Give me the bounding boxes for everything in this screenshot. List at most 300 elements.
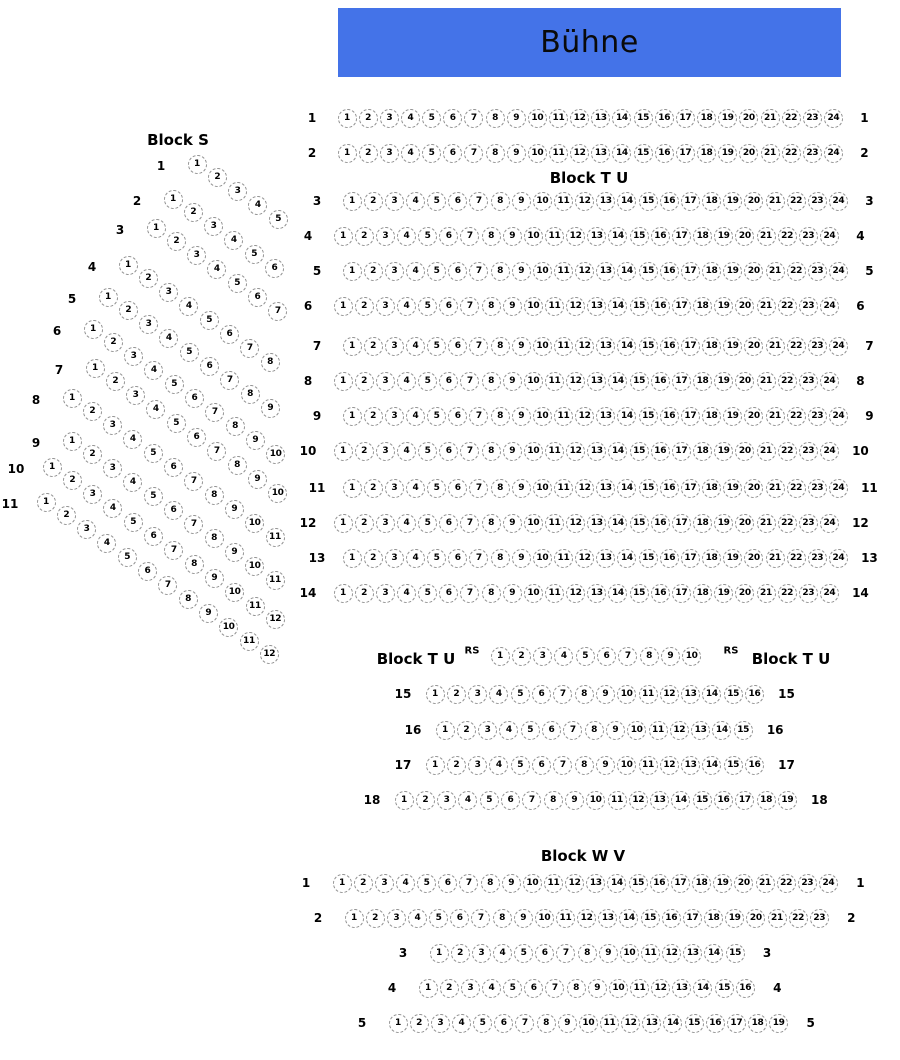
- seat[interactable]: 21: [756, 874, 775, 893]
- seat[interactable]: 19: [769, 1014, 788, 1033]
- seat[interactable]: 10: [268, 484, 287, 503]
- seat[interactable]: 23: [798, 874, 817, 893]
- seat[interactable]: 7: [158, 576, 177, 595]
- seat[interactable]: 9: [199, 604, 218, 623]
- seat[interactable]: 10: [225, 583, 244, 602]
- seat[interactable]: 1: [84, 320, 103, 339]
- seat[interactable]: 3: [376, 227, 395, 246]
- seat[interactable]: 17: [681, 407, 700, 426]
- seat[interactable]: 19: [714, 372, 733, 391]
- seat[interactable]: 7: [460, 297, 479, 316]
- seat[interactable]: 23: [810, 909, 829, 928]
- seat[interactable]: 9: [565, 791, 584, 810]
- seat[interactable]: 6: [448, 479, 467, 498]
- seat[interactable]: 1: [164, 190, 183, 209]
- seat[interactable]: 12: [566, 442, 585, 461]
- seat[interactable]: 9: [248, 470, 267, 489]
- seat[interactable]: 13: [596, 262, 615, 281]
- seat[interactable]: 2: [57, 506, 76, 525]
- seat[interactable]: 5: [418, 514, 437, 533]
- seat[interactable]: 19: [714, 514, 733, 533]
- seat[interactable]: 24: [824, 144, 843, 163]
- seat[interactable]: 10: [617, 685, 636, 704]
- seat[interactable]: 18: [702, 407, 721, 426]
- seat[interactable]: 15: [629, 874, 648, 893]
- seat[interactable]: 24: [819, 874, 838, 893]
- seat[interactable]: 14: [608, 227, 627, 246]
- seat[interactable]: 9: [599, 944, 618, 963]
- seat[interactable]: 10: [524, 297, 543, 316]
- seat[interactable]: 6: [200, 357, 219, 376]
- seat[interactable]: 10: [533, 192, 552, 211]
- seat[interactable]: 9: [503, 514, 522, 533]
- seat[interactable]: 6: [542, 721, 561, 740]
- seat[interactable]: 1: [188, 155, 207, 174]
- seat[interactable]: 22: [782, 144, 801, 163]
- seat[interactable]: 12: [575, 337, 594, 356]
- seat[interactable]: 3: [387, 909, 406, 928]
- seat[interactable]: 9: [205, 569, 224, 588]
- seat[interactable]: 14: [617, 479, 636, 498]
- seat[interactable]: 4: [97, 534, 116, 553]
- seat[interactable]: 5: [167, 414, 186, 433]
- seat[interactable]: 9: [512, 337, 531, 356]
- seat[interactable]: 16: [650, 874, 669, 893]
- seat[interactable]: 9: [225, 543, 244, 562]
- seat[interactable]: 8: [575, 756, 594, 775]
- seat[interactable]: 14: [702, 685, 721, 704]
- seat[interactable]: 2: [355, 227, 374, 246]
- seat[interactable]: 8: [261, 353, 280, 372]
- seat[interactable]: 21: [766, 337, 785, 356]
- seat[interactable]: 14: [619, 909, 638, 928]
- seat[interactable]: 2: [184, 203, 203, 222]
- seat[interactable]: 20: [735, 584, 754, 603]
- seat[interactable]: 20: [735, 442, 754, 461]
- seat[interactable]: 10: [586, 791, 605, 810]
- seat[interactable]: 3: [468, 685, 487, 704]
- seat[interactable]: 12: [662, 944, 681, 963]
- seat[interactable]: 10: [524, 227, 543, 246]
- seat[interactable]: 5: [427, 337, 446, 356]
- seat[interactable]: 3: [376, 514, 395, 533]
- seat[interactable]: 5: [422, 109, 441, 128]
- seat[interactable]: 4: [482, 979, 501, 998]
- seat[interactable]: 1: [147, 219, 166, 238]
- seat[interactable]: 8: [482, 514, 501, 533]
- seat[interactable]: 17: [672, 514, 691, 533]
- seat[interactable]: 13: [596, 192, 615, 211]
- seat[interactable]: 8: [226, 417, 245, 436]
- seat[interactable]: 19: [778, 791, 797, 810]
- seat[interactable]: 11: [549, 144, 568, 163]
- seat[interactable]: 8: [205, 529, 224, 548]
- seat[interactable]: 22: [787, 479, 806, 498]
- seat[interactable]: 15: [639, 262, 658, 281]
- seat[interactable]: 13: [683, 944, 702, 963]
- seat[interactable]: 22: [778, 584, 797, 603]
- seat[interactable]: 5: [418, 584, 437, 603]
- seat[interactable]: 8: [491, 549, 510, 568]
- seat[interactable]: 15: [724, 685, 743, 704]
- seat[interactable]: 9: [507, 144, 526, 163]
- seat[interactable]: 8: [486, 144, 505, 163]
- seat[interactable]: 15: [639, 192, 658, 211]
- seat[interactable]: 7: [460, 227, 479, 246]
- seat[interactable]: 1: [63, 432, 82, 451]
- seat[interactable]: 9: [512, 262, 531, 281]
- seat[interactable]: 7: [469, 192, 488, 211]
- seat[interactable]: 3: [385, 407, 404, 426]
- seat[interactable]: 1: [86, 359, 105, 378]
- seat[interactable]: 12: [566, 297, 585, 316]
- seat[interactable]: 23: [808, 549, 827, 568]
- seat[interactable]: 8: [567, 979, 586, 998]
- seat[interactable]: 22: [787, 262, 806, 281]
- seat[interactable]: 2: [355, 372, 374, 391]
- seat[interactable]: 18: [693, 514, 712, 533]
- seat[interactable]: 13: [650, 791, 669, 810]
- seat[interactable]: 13: [642, 1014, 661, 1033]
- seat[interactable]: 24: [820, 372, 839, 391]
- seat[interactable]: 4: [499, 721, 518, 740]
- seat[interactable]: 21: [766, 549, 785, 568]
- seat[interactable]: 6: [443, 109, 462, 128]
- seat[interactable]: 3: [139, 315, 158, 334]
- seat[interactable]: 3: [228, 182, 247, 201]
- seat[interactable]: 12: [575, 407, 594, 426]
- seat[interactable]: 7: [459, 874, 478, 893]
- seat[interactable]: 2: [416, 791, 435, 810]
- seat[interactable]: 5: [418, 297, 437, 316]
- seat[interactable]: 5: [144, 487, 163, 506]
- seat[interactable]: 8: [491, 479, 510, 498]
- seat[interactable]: 12: [575, 549, 594, 568]
- seat[interactable]: 6: [450, 909, 469, 928]
- seat[interactable]: 19: [714, 442, 733, 461]
- seat[interactable]: 20: [739, 144, 758, 163]
- seat[interactable]: 6: [494, 1014, 513, 1033]
- seat[interactable]: 7: [553, 685, 572, 704]
- seat[interactable]: 21: [757, 514, 776, 533]
- seat[interactable]: 16: [662, 909, 681, 928]
- seat[interactable]: 16: [660, 192, 679, 211]
- seat[interactable]: 17: [672, 584, 691, 603]
- seat[interactable]: 17: [672, 227, 691, 246]
- seat[interactable]: 1: [430, 944, 449, 963]
- seat[interactable]: 2: [364, 479, 383, 498]
- seat[interactable]: 20: [735, 372, 754, 391]
- seat[interactable]: 3: [461, 979, 480, 998]
- seat[interactable]: 11: [549, 109, 568, 128]
- seat[interactable]: 4: [397, 584, 416, 603]
- seat[interactable]: 18: [702, 192, 721, 211]
- seat[interactable]: 13: [681, 756, 700, 775]
- seat[interactable]: 2: [440, 979, 459, 998]
- seat[interactable]: 1: [343, 549, 362, 568]
- seat[interactable]: 3: [385, 479, 404, 498]
- seat[interactable]: 2: [104, 333, 123, 352]
- seat[interactable]: 20: [746, 909, 765, 928]
- seat[interactable]: 6: [448, 407, 467, 426]
- seat[interactable]: 7: [563, 721, 582, 740]
- seat[interactable]: 7: [164, 541, 183, 560]
- seat[interactable]: 8: [493, 909, 512, 928]
- seat[interactable]: 8: [228, 456, 247, 475]
- seat[interactable]: 6: [532, 756, 551, 775]
- seat[interactable]: 5: [118, 548, 137, 567]
- seat[interactable]: 13: [591, 109, 610, 128]
- seat[interactable]: 24: [820, 514, 839, 533]
- seat[interactable]: 2: [364, 407, 383, 426]
- seat[interactable]: 24: [820, 584, 839, 603]
- seat[interactable]: 7: [240, 339, 259, 358]
- seat[interactable]: 19: [723, 407, 742, 426]
- seat[interactable]: 18: [702, 262, 721, 281]
- seat[interactable]: 16: [651, 514, 670, 533]
- seat[interactable]: 8: [578, 944, 597, 963]
- seat[interactable]: 16: [651, 442, 670, 461]
- seat[interactable]: 14: [702, 756, 721, 775]
- seat[interactable]: 15: [693, 791, 712, 810]
- seat[interactable]: 6: [597, 647, 616, 666]
- seat[interactable]: 9: [507, 109, 526, 128]
- seat[interactable]: 2: [359, 144, 378, 163]
- seat[interactable]: 12: [575, 192, 594, 211]
- seat[interactable]: 16: [651, 584, 670, 603]
- seat[interactable]: 10: [245, 514, 264, 533]
- seat[interactable]: 5: [422, 144, 441, 163]
- seat[interactable]: 12: [575, 479, 594, 498]
- seat[interactable]: 21: [766, 262, 785, 281]
- seat[interactable]: 16: [655, 144, 674, 163]
- seat[interactable]: 5: [245, 245, 264, 264]
- seat[interactable]: 2: [359, 109, 378, 128]
- seat[interactable]: 9: [503, 442, 522, 461]
- seat[interactable]: 24: [820, 227, 839, 246]
- seat[interactable]: 2: [208, 168, 227, 187]
- seat[interactable]: 20: [744, 262, 763, 281]
- seat[interactable]: 19: [723, 192, 742, 211]
- seat[interactable]: 20: [739, 109, 758, 128]
- seat[interactable]: 5: [503, 979, 522, 998]
- seat[interactable]: 6: [439, 227, 458, 246]
- seat[interactable]: 14: [671, 791, 690, 810]
- seat[interactable]: 8: [640, 647, 659, 666]
- seat[interactable]: 24: [820, 297, 839, 316]
- seat[interactable]: 15: [630, 297, 649, 316]
- seat[interactable]: 7: [618, 647, 637, 666]
- seat[interactable]: 10: [528, 144, 547, 163]
- seat[interactable]: 1: [343, 479, 362, 498]
- seat[interactable]: 1: [334, 227, 353, 246]
- seat[interactable]: 23: [808, 262, 827, 281]
- seat[interactable]: 8: [537, 1014, 556, 1033]
- seat[interactable]: 16: [655, 109, 674, 128]
- seat[interactable]: 12: [570, 144, 589, 163]
- seat[interactable]: 15: [639, 479, 658, 498]
- seat[interactable]: 1: [345, 909, 364, 928]
- seat[interactable]: 7: [207, 442, 226, 461]
- seat[interactable]: 9: [596, 756, 615, 775]
- seat[interactable]: 3: [437, 791, 456, 810]
- seat[interactable]: 6: [265, 259, 284, 278]
- seat[interactable]: 1: [343, 407, 362, 426]
- seat[interactable]: 17: [681, 549, 700, 568]
- seat[interactable]: 19: [725, 909, 744, 928]
- seat[interactable]: 1: [389, 1014, 408, 1033]
- seat[interactable]: 23: [808, 479, 827, 498]
- seat[interactable]: 23: [799, 372, 818, 391]
- seat[interactable]: 13: [598, 909, 617, 928]
- seat[interactable]: 2: [139, 269, 158, 288]
- seat[interactable]: 3: [187, 246, 206, 265]
- seat[interactable]: 24: [829, 192, 848, 211]
- seat[interactable]: 4: [397, 442, 416, 461]
- seat[interactable]: 1: [334, 442, 353, 461]
- seat[interactable]: 11: [545, 227, 564, 246]
- seat[interactable]: 12: [570, 109, 589, 128]
- seat[interactable]: 4: [396, 874, 415, 893]
- seat[interactable]: 18: [697, 109, 716, 128]
- seat[interactable]: 4: [406, 337, 425, 356]
- seat[interactable]: 13: [596, 479, 615, 498]
- seat[interactable]: 5: [418, 227, 437, 246]
- seat[interactable]: 9: [558, 1014, 577, 1033]
- seat[interactable]: 17: [683, 909, 702, 928]
- seat[interactable]: 6: [448, 549, 467, 568]
- seat[interactable]: 8: [491, 262, 510, 281]
- seat[interactable]: 23: [803, 109, 822, 128]
- seat[interactable]: 9: [503, 297, 522, 316]
- seat[interactable]: 5: [427, 262, 446, 281]
- seat[interactable]: 15: [641, 909, 660, 928]
- seat[interactable]: 4: [408, 909, 427, 928]
- seat[interactable]: 3: [124, 347, 143, 366]
- seat[interactable]: 17: [727, 1014, 746, 1033]
- seat[interactable]: 13: [596, 549, 615, 568]
- seat[interactable]: 8: [491, 407, 510, 426]
- seat[interactable]: 11: [639, 756, 658, 775]
- seat[interactable]: 16: [660, 549, 679, 568]
- seat[interactable]: 7: [464, 109, 483, 128]
- seat[interactable]: 4: [397, 297, 416, 316]
- seat[interactable]: 19: [713, 874, 732, 893]
- seat[interactable]: 16: [651, 227, 670, 246]
- seat[interactable]: 3: [376, 297, 395, 316]
- seat[interactable]: 17: [676, 109, 695, 128]
- seat[interactable]: 11: [266, 528, 285, 547]
- seat[interactable]: 4: [144, 361, 163, 380]
- seat[interactable]: 16: [745, 685, 764, 704]
- seat[interactable]: 1: [63, 389, 82, 408]
- seat[interactable]: 1: [395, 791, 414, 810]
- seat[interactable]: 22: [787, 192, 806, 211]
- seat[interactable]: 3: [375, 874, 394, 893]
- seat[interactable]: 4: [123, 430, 142, 449]
- seat[interactable]: 7: [471, 909, 490, 928]
- seat[interactable]: 4: [397, 372, 416, 391]
- seat[interactable]: 7: [460, 442, 479, 461]
- seat[interactable]: 5: [418, 372, 437, 391]
- seat[interactable]: 19: [723, 549, 742, 568]
- seat[interactable]: 22: [787, 337, 806, 356]
- seat[interactable]: 12: [575, 262, 594, 281]
- seat[interactable]: 15: [724, 756, 743, 775]
- seat[interactable]: 11: [545, 442, 564, 461]
- seat[interactable]: 4: [159, 329, 178, 348]
- seat[interactable]: 15: [630, 227, 649, 246]
- seat[interactable]: 1: [334, 372, 353, 391]
- seat[interactable]: 5: [427, 479, 446, 498]
- seat[interactable]: 2: [355, 584, 374, 603]
- seat[interactable]: 12: [566, 584, 585, 603]
- seat[interactable]: 4: [452, 1014, 471, 1033]
- seat[interactable]: 7: [460, 372, 479, 391]
- seat[interactable]: 16: [736, 979, 755, 998]
- seat[interactable]: 21: [757, 372, 776, 391]
- seat[interactable]: 2: [355, 442, 374, 461]
- seat[interactable]: 1: [99, 288, 118, 307]
- seat[interactable]: 21: [766, 192, 785, 211]
- seat[interactable]: 11: [649, 721, 668, 740]
- seat[interactable]: 2: [457, 721, 476, 740]
- seat[interactable]: 16: [660, 337, 679, 356]
- seat[interactable]: 9: [596, 685, 615, 704]
- seat[interactable]: 6: [138, 562, 157, 581]
- seat[interactable]: 11: [240, 632, 259, 651]
- seat[interactable]: 1: [343, 337, 362, 356]
- seat[interactable]: 7: [460, 514, 479, 533]
- seat[interactable]: 13: [587, 584, 606, 603]
- seat[interactable]: 21: [768, 909, 787, 928]
- seat[interactable]: 15: [630, 584, 649, 603]
- seat[interactable]: 10: [533, 479, 552, 498]
- seat[interactable]: 6: [164, 501, 183, 520]
- seat[interactable]: 9: [606, 721, 625, 740]
- seat[interactable]: 2: [410, 1014, 429, 1033]
- seat[interactable]: 6: [524, 979, 543, 998]
- seat[interactable]: 4: [489, 685, 508, 704]
- seat[interactable]: 3: [103, 416, 122, 435]
- seat[interactable]: 10: [245, 557, 264, 576]
- seat[interactable]: 18: [693, 372, 712, 391]
- seat[interactable]: 18: [692, 874, 711, 893]
- seat[interactable]: 10: [266, 445, 285, 464]
- seat[interactable]: 1: [426, 756, 445, 775]
- seat[interactable]: 14: [617, 549, 636, 568]
- seat[interactable]: 20: [734, 874, 753, 893]
- seat[interactable]: 10: [579, 1014, 598, 1033]
- seat[interactable]: 21: [766, 407, 785, 426]
- seat[interactable]: 3: [380, 144, 399, 163]
- seat[interactable]: 2: [167, 232, 186, 251]
- seat[interactable]: 1: [338, 109, 357, 128]
- seat[interactable]: 23: [799, 297, 818, 316]
- seat[interactable]: 18: [693, 584, 712, 603]
- seat[interactable]: 13: [587, 442, 606, 461]
- seat[interactable]: 6: [448, 337, 467, 356]
- seat[interactable]: 14: [607, 874, 626, 893]
- seat[interactable]: 5: [514, 944, 533, 963]
- seat[interactable]: 5: [269, 210, 288, 229]
- seat[interactable]: 18: [693, 442, 712, 461]
- seat[interactable]: 24: [829, 262, 848, 281]
- seat[interactable]: 4: [207, 260, 226, 279]
- seat[interactable]: 5: [576, 647, 595, 666]
- seat[interactable]: 23: [808, 192, 827, 211]
- seat[interactable]: 5: [429, 909, 448, 928]
